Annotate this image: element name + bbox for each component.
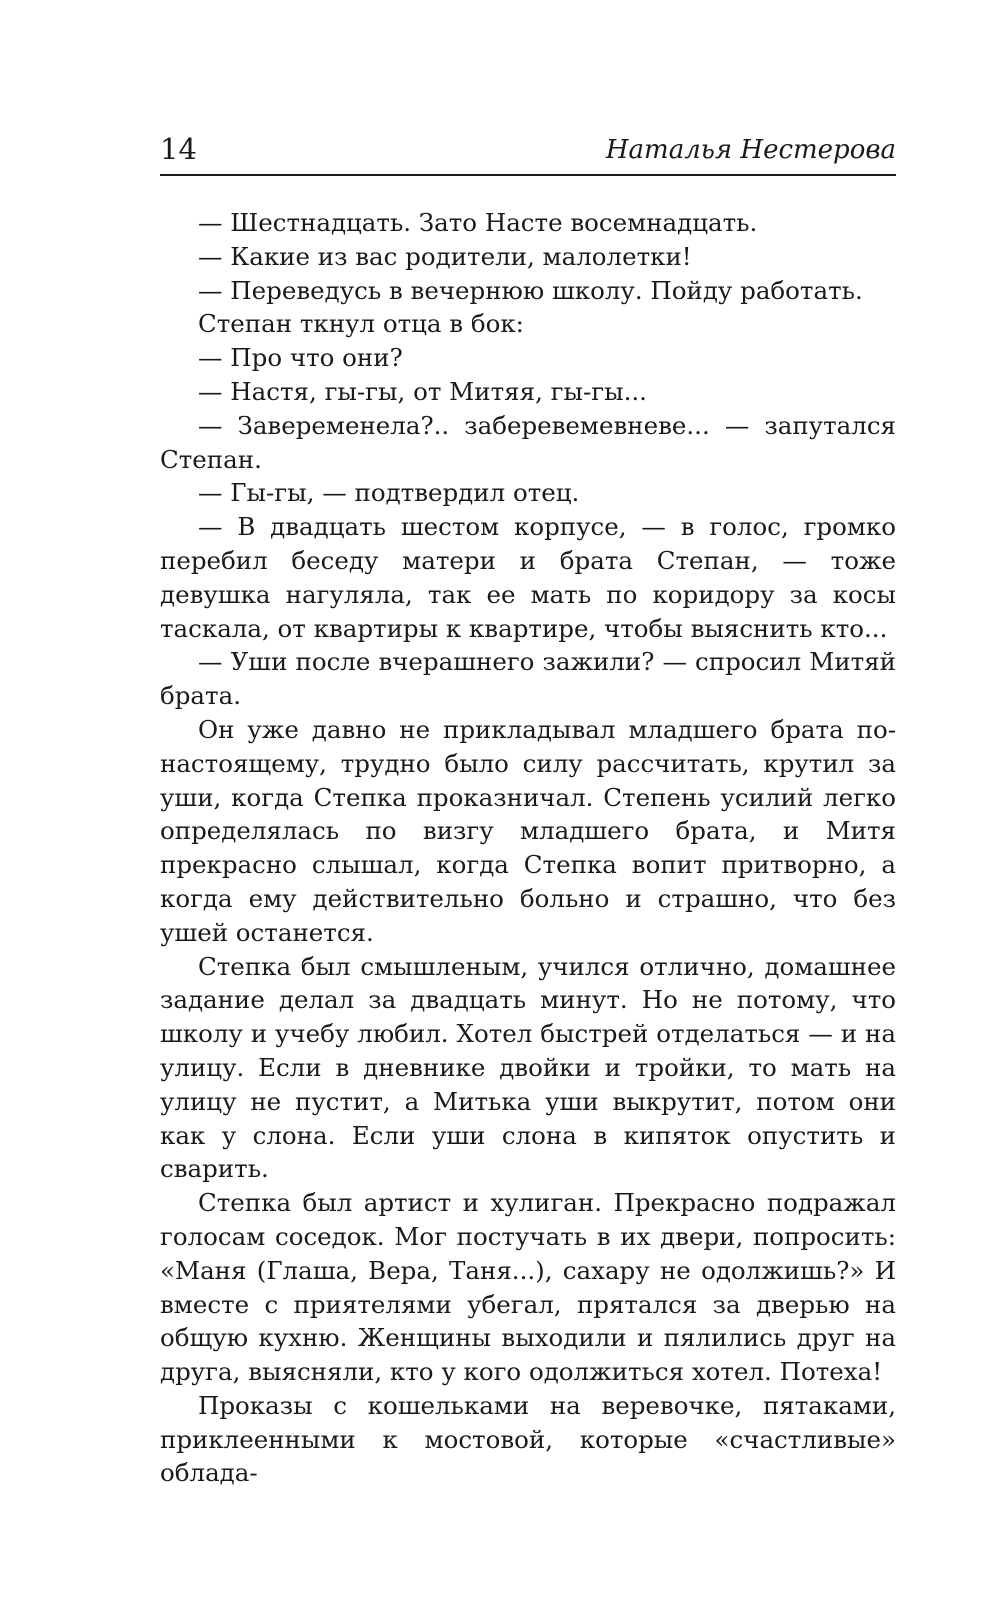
- paragraph: Он уже давно не прикладывал младшего брата по-настоящему, трудно было силу рассчитать, крутил за уши, когда Степка проказничал. Степень усилий легко определялась по визгу младшего брата, и Митя прекрасно слышал, когда Степка вопит притворно, а когда ему действительно больно и страшно, что без ушей останется.: [160, 714, 896, 947]
- body-text: [160, 206, 896, 1490]
- paragraph: — Шестнадцать. Зато Насте восемнадцать.: [198, 208, 758, 237]
- author-name: Наталья Нестерова: [605, 135, 896, 165]
- paragraph: — Завеременела?.. заберевемевневе... — запутался Степан.: [160, 410, 896, 474]
- paragraph: — В двадцать шестом корпусе, — в голос, громко перебил беседу матери и брата Степан, — тоже девушка нагуляла, так ее мать по коридору за косы таскала, от квартиры к квартире, чтобы выяснить кто...: [160, 512, 896, 643]
- paragraph: Степка был артист и хулиган. Прекрасно подражал голосам соседок. Мог постучать в их двери, попросить: «Маня (Глаша, Вера, Таня...), сахару не одолжишь?» И вместе с приятелями убегал, прятался за дверью на общую кухню. Женщины выходили и пялились друг на друга, выясняли, кто у кого одолжиться хотел. Потеха!: [160, 1188, 896, 1387]
- paragraph: — Про что они?: [198, 343, 403, 373]
- paragraph: — Гы-гы, — подтвердил отец.: [198, 478, 580, 508]
- paragraph: — Уши после вчерашнего зажили? — спросил Митяй брата.: [160, 647, 896, 711]
- running-header: [160, 128, 896, 176]
- paragraph: — Какие из вас родители, малолетки!: [198, 241, 692, 271]
- paragraph: — Переведусь в вечернюю школу. Пойду работать.: [198, 275, 863, 305]
- paragraph: Степка был смышленым, учился отлично, домашнее задание делал за двадцать минут. Но не потому, что школу и учебу любил. Хотел быстрей отделаться — и на улицу. Если в дневнике двойки и тройки, то мать на улицу не пустит, а Митька уши выкрутит, потом они как у слона. Если уши слона в кипяток опустить и сварить.: [160, 951, 896, 1184]
- paragraph: Степан ткнул отца в бок:: [198, 309, 524, 339]
- page-number: 14: [160, 132, 197, 166]
- paragraph: Проказы с кошельками на веревочке, пятаками, приклеенными к мостовой, которые «счастливые» облада-: [160, 1390, 896, 1488]
- paragraph: — Настя, гы-гы, от Митяя, гы-гы...: [198, 376, 647, 406]
